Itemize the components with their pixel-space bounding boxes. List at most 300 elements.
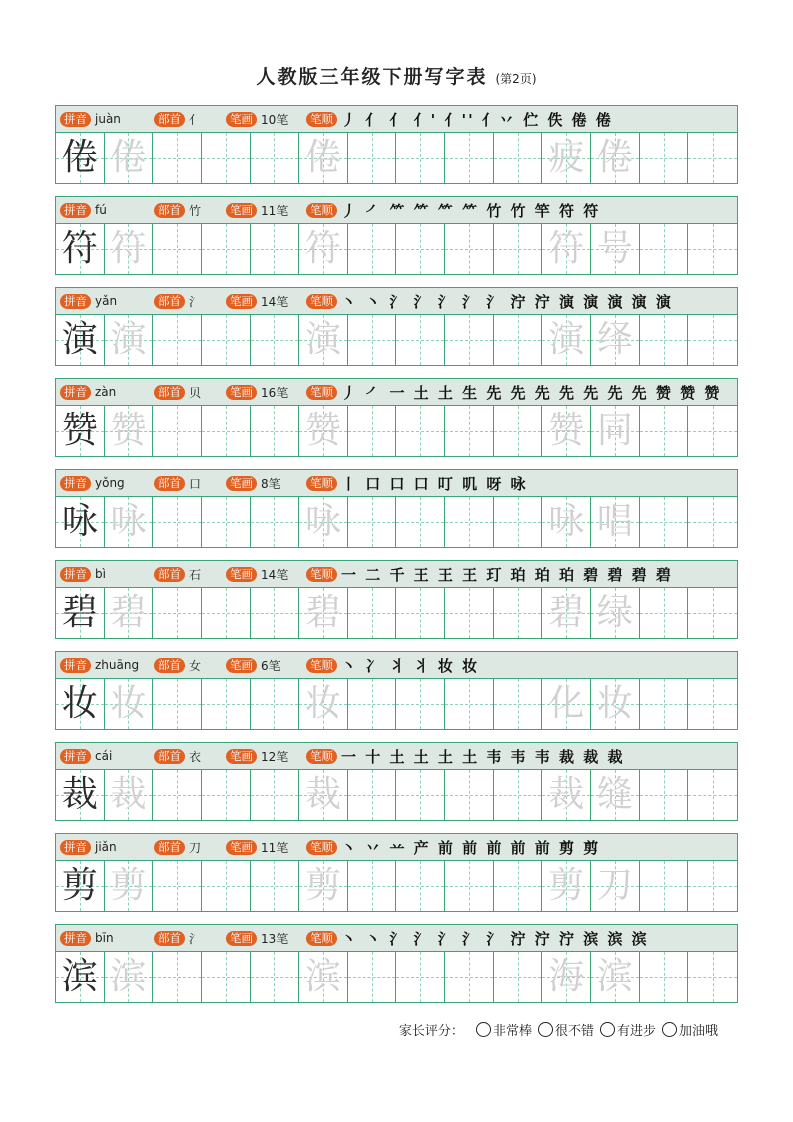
stroke-count-field-label: 笔画: [226, 931, 257, 946]
practice-cell: [299, 861, 348, 911]
practice-cell: [396, 770, 445, 820]
stroke-order-field-value: 丿 ㇒ 一 土 土 生 先 先 先 先 先 先 先 赞 赞 赞: [341, 383, 722, 402]
practice-cell: [640, 679, 689, 729]
stroke-count-field-value: 13笔: [261, 931, 289, 946]
writing-grid: [55, 406, 738, 457]
radical-field: [154, 475, 226, 492]
practice-cell: [251, 497, 300, 547]
character-block: [55, 287, 738, 366]
cell-character: 剪: [110, 865, 147, 906]
cell-character: 滨: [110, 956, 147, 997]
cell-character: 裁: [305, 774, 342, 815]
stroke-count-field: [226, 839, 306, 856]
practice-cell: [202, 133, 251, 183]
cell-character: 妆: [61, 683, 98, 724]
cell-character: 倦: [596, 137, 633, 178]
practice-cell: [299, 315, 348, 365]
practice-cell: [251, 770, 300, 820]
practice-cell: [396, 588, 445, 638]
pinyin-field-label: 拼音: [60, 567, 91, 582]
practice-cell: [591, 497, 640, 547]
radio-circle-icon[interactable]: [662, 1022, 677, 1037]
practice-cell: [445, 497, 494, 547]
practice-cell: [688, 588, 737, 638]
stroke-order-field-label: 笔顺: [306, 476, 337, 491]
cell-character: 妆: [110, 683, 147, 724]
practice-cell: [542, 679, 591, 729]
cell-character: 演: [305, 319, 342, 360]
pinyin-field: [56, 749, 154, 764]
practice-cell: [251, 315, 300, 365]
practice-cell: [153, 588, 202, 638]
character-block: [55, 742, 738, 821]
practice-cell: [688, 497, 737, 547]
radical-field-value: 氵: [189, 294, 202, 309]
cell-character: 碧: [548, 592, 585, 633]
stroke-order-field: [306, 200, 737, 221]
cell-character: 演: [61, 319, 98, 360]
stroke-order-field-label: 笔顺: [306, 749, 337, 764]
radical-field-value: 石: [189, 567, 202, 582]
stroke-order-field-label: 笔顺: [306, 112, 337, 127]
radical-field: [154, 111, 226, 128]
cell-character: 同: [596, 410, 633, 451]
radical-field-value: 口: [189, 476, 202, 491]
radical-field: [154, 566, 226, 583]
practice-cell: [251, 861, 300, 911]
character-block: [55, 378, 738, 457]
pinyin-field: [56, 385, 154, 400]
cell-character: 化: [548, 683, 585, 724]
practice-cell: [494, 588, 543, 638]
model-character-cell: [56, 952, 105, 1002]
practice-cell: [591, 406, 640, 456]
pinyin-field: [56, 658, 154, 673]
writing-grid: [55, 133, 738, 184]
practice-cell: [202, 588, 251, 638]
practice-cell: [153, 224, 202, 274]
stroke-order-field: [306, 291, 737, 312]
practice-cell: [153, 315, 202, 365]
practice-cell: [591, 315, 640, 365]
practice-cell: [688, 406, 737, 456]
practice-cell: [640, 770, 689, 820]
cell-character: 剪: [548, 865, 585, 906]
character-info-row: [55, 742, 738, 770]
practice-cell: [348, 770, 397, 820]
stroke-count-field-value: 14笔: [261, 294, 289, 309]
practice-cell: [445, 133, 494, 183]
practice-cell: [494, 406, 543, 456]
practice-cell: [591, 861, 640, 911]
character-info-row: [55, 105, 738, 133]
radical-field-label: 部首: [154, 749, 185, 764]
character-info-row: [55, 924, 738, 952]
radical-field: [154, 839, 226, 856]
practice-cell: [445, 679, 494, 729]
practice-cell: [105, 406, 154, 456]
practice-cell: [348, 133, 397, 183]
stroke-count-field-label: 笔画: [226, 203, 257, 218]
cell-character: 碧: [61, 592, 98, 633]
radio-circle-icon[interactable]: [600, 1022, 615, 1037]
radical-field-value: 亻: [189, 112, 202, 127]
writing-grid: [55, 861, 738, 912]
writing-grid: [55, 770, 738, 821]
stroke-order-field-label: 笔顺: [306, 840, 337, 855]
cell-character: 符: [548, 228, 585, 269]
cell-character: 滨: [596, 956, 633, 997]
stroke-order-field-value: 一 十 土 土 土 土 韦 韦 韦 裁 裁 裁: [341, 747, 625, 766]
practice-cell: [591, 224, 640, 274]
stroke-order-field-label: 笔顺: [306, 931, 337, 946]
practice-cell: [640, 952, 689, 1002]
practice-cell: [153, 952, 202, 1002]
pinyin-field-value: bì: [95, 567, 106, 581]
stroke-order-field-value: 一 二 千 王 王 王 玎 珀 珀 珀 碧 碧 碧 碧: [341, 565, 673, 584]
practice-cell: [640, 224, 689, 274]
practice-cell: [202, 315, 251, 365]
model-character-cell: [56, 224, 105, 274]
practice-cell: [299, 406, 348, 456]
stroke-count-field: [226, 384, 306, 401]
practice-cell: [202, 770, 251, 820]
practice-cell: [542, 315, 591, 365]
pinyin-field-value: yǒng: [95, 476, 125, 490]
writing-grid: [55, 497, 738, 548]
practice-cell: [105, 770, 154, 820]
practice-cell: [542, 861, 591, 911]
model-character-cell: [56, 588, 105, 638]
cell-character: 疲: [548, 137, 585, 178]
page-header: [0, 62, 793, 89]
pinyin-field-label: 拼音: [60, 294, 91, 309]
practice-cell: [251, 406, 300, 456]
pinyin-field-label: 拼音: [60, 385, 91, 400]
practice-cell: [396, 497, 445, 547]
rating-option-4[interactable]: [662, 1020, 718, 1039]
practice-cell: [640, 133, 689, 183]
practice-cell: [202, 952, 251, 1002]
practice-cell: [348, 497, 397, 547]
character-info-row: [55, 833, 738, 861]
stroke-count-field: [226, 930, 306, 947]
stroke-count-field: [226, 202, 306, 219]
radical-field-value: 衣: [189, 749, 202, 764]
practice-cell: [591, 588, 640, 638]
practice-cell: [299, 133, 348, 183]
practice-cell: [202, 224, 251, 274]
cell-character: 符: [61, 228, 98, 269]
pinyin-field: [56, 294, 154, 309]
practice-cell: [105, 861, 154, 911]
radical-field-label: 部首: [154, 476, 185, 491]
stroke-count-field-label: 笔画: [226, 112, 257, 127]
cell-character: 赞: [548, 410, 585, 451]
practice-cell: [153, 679, 202, 729]
radical-field-label: 部首: [154, 567, 185, 582]
stroke-count-field-value: 10笔: [261, 112, 289, 127]
rating-option-label: 有进步: [616, 1024, 656, 1039]
practice-cell: [445, 406, 494, 456]
model-character-cell: [56, 406, 105, 456]
practice-cell: [105, 224, 154, 274]
stroke-count-field: [226, 657, 306, 674]
stroke-order-field: [306, 382, 737, 403]
stroke-count-field-value: 16笔: [261, 385, 289, 400]
writing-grid: [55, 588, 738, 639]
cell-character: 绎: [596, 319, 633, 360]
model-character-cell: [56, 861, 105, 911]
practice-cell: [494, 497, 543, 547]
page-subtitle: (第2页): [495, 72, 537, 86]
pinyin-field: [56, 476, 154, 491]
practice-cell: [348, 224, 397, 274]
character-info-row: [55, 560, 738, 588]
radio-circle-icon[interactable]: [476, 1022, 491, 1037]
pinyin-field-value: jiǎn: [95, 840, 117, 854]
practice-cell: [105, 952, 154, 1002]
cell-character: 碧: [305, 592, 342, 633]
practice-cell: [396, 133, 445, 183]
page-title: 人教版三年级下册写字表: [256, 66, 488, 88]
practice-cell: [591, 679, 640, 729]
radical-field-label: 部首: [154, 294, 185, 309]
cell-character: 剪: [305, 865, 342, 906]
model-character-cell: [56, 315, 105, 365]
radical-field-value: 刀: [189, 840, 202, 855]
stroke-count-field-value: 12笔: [261, 749, 289, 764]
character-block: [55, 105, 738, 184]
stroke-count-field-label: 笔画: [226, 567, 257, 582]
rating-option-2[interactable]: [538, 1020, 594, 1039]
practice-cell: [153, 133, 202, 183]
practice-cell: [153, 770, 202, 820]
stroke-order-field-value: 丿 亻 亻 亻' 亻'' 亻丷 伫 佚 倦 倦: [341, 110, 613, 129]
stroke-count-field: [226, 111, 306, 128]
practice-cell: [640, 861, 689, 911]
stroke-order-field-value: 丨 口 口 口 叮 叽 呀 咏: [341, 474, 528, 493]
character-info-row: [55, 196, 738, 224]
practice-cell: [348, 861, 397, 911]
radio-circle-icon[interactable]: [538, 1022, 553, 1037]
model-character-cell: [56, 679, 105, 729]
radical-field: [154, 293, 226, 310]
cell-character: 缝: [596, 774, 633, 815]
stroke-count-field-label: 笔画: [226, 294, 257, 309]
practice-cell: [591, 133, 640, 183]
writing-grid: [55, 679, 738, 730]
radical-field: [154, 748, 226, 765]
stroke-order-field-value: 丶 冫 丬 丬 妆 妆: [341, 656, 480, 675]
pinyin-field-label: 拼音: [60, 749, 91, 764]
cell-character: 演: [548, 319, 585, 360]
writing-grid: [55, 315, 738, 366]
pinyin-field-value: juàn: [95, 112, 121, 126]
practice-cell: [202, 497, 251, 547]
practice-cell: [251, 588, 300, 638]
practice-cell: [348, 588, 397, 638]
practice-cell: [494, 133, 543, 183]
practice-cell: [591, 770, 640, 820]
pinyin-field-label: 拼音: [60, 931, 91, 946]
stroke-order-field: [306, 746, 737, 767]
writing-grid: [55, 224, 738, 275]
pinyin-field: [56, 567, 154, 582]
stroke-count-field: [226, 748, 306, 765]
practice-cell: [542, 952, 591, 1002]
cell-character: 号: [596, 228, 633, 269]
parent-rating: [399, 1020, 718, 1039]
practice-cell: [688, 133, 737, 183]
practice-cell: [542, 224, 591, 274]
cell-character: 赞: [305, 410, 342, 451]
practice-cell: [542, 770, 591, 820]
stroke-count-field-label: 笔画: [226, 385, 257, 400]
character-block: [55, 196, 738, 275]
cell-character: 倦: [110, 137, 147, 178]
stroke-order-field: [306, 109, 737, 130]
practice-cell: [688, 679, 737, 729]
pinyin-field-value: cái: [95, 749, 113, 763]
character-list: [55, 105, 738, 1015]
radical-field: [154, 930, 226, 947]
practice-cell: [202, 679, 251, 729]
practice-cell: [445, 861, 494, 911]
practice-cell: [153, 861, 202, 911]
cell-character: 裁: [548, 774, 585, 815]
pinyin-field: [56, 112, 154, 127]
radical-field: [154, 202, 226, 219]
stroke-order-field: [306, 837, 737, 858]
practice-cell: [396, 861, 445, 911]
radical-field-value: 竹: [189, 203, 202, 218]
rating-option-1[interactable]: [476, 1020, 532, 1039]
rating-option-label: 加油哦: [678, 1024, 718, 1039]
pinyin-field: [56, 931, 154, 946]
pinyin-field-value: fú: [95, 203, 107, 217]
stroke-order-field: [306, 473, 737, 494]
pinyin-field-value: zhuāng: [95, 658, 140, 672]
practice-cell: [299, 588, 348, 638]
rating-label: 家长评分：: [398, 1024, 464, 1039]
stroke-count-field: [226, 566, 306, 583]
practice-cell: [251, 224, 300, 274]
character-info-row: [55, 651, 738, 679]
stroke-order-field-label: 笔顺: [306, 203, 337, 218]
character-block: [55, 560, 738, 639]
practice-cell: [640, 497, 689, 547]
character-info-row: [55, 287, 738, 315]
practice-cell: [299, 224, 348, 274]
practice-cell: [640, 315, 689, 365]
practice-cell: [494, 315, 543, 365]
practice-cell: [494, 952, 543, 1002]
cell-character: 海: [548, 956, 585, 997]
pinyin-field-value: yǎn: [95, 294, 118, 308]
model-character-cell: [56, 770, 105, 820]
practice-cell: [396, 679, 445, 729]
practice-cell: [688, 952, 737, 1002]
radical-field: [154, 657, 226, 674]
stroke-count-field-value: 11笔: [261, 203, 289, 218]
pinyin-field-label: 拼音: [60, 658, 91, 673]
character-block: [55, 651, 738, 730]
practice-cell: [591, 952, 640, 1002]
radical-field-value: 女: [189, 658, 202, 673]
pinyin-field-label: 拼音: [60, 476, 91, 491]
practice-cell: [640, 406, 689, 456]
practice-cell: [105, 679, 154, 729]
practice-cell: [445, 952, 494, 1002]
rating-option-label: 很不错: [554, 1024, 594, 1039]
radical-field-label: 部首: [154, 385, 185, 400]
practice-cell: [445, 315, 494, 365]
practice-cell: [348, 679, 397, 729]
pinyin-field-label: 拼音: [60, 203, 91, 218]
stroke-count-field-label: 笔画: [226, 749, 257, 764]
stroke-order-field-label: 笔顺: [306, 294, 337, 309]
cell-character: 演: [110, 319, 147, 360]
cell-character: 刀: [596, 865, 633, 906]
stroke-order-field: [306, 655, 737, 676]
cell-character: 咏: [61, 501, 98, 542]
stroke-order-field-label: 笔顺: [306, 567, 337, 582]
stroke-count-field-value: 14笔: [261, 567, 289, 582]
cell-character: 裁: [61, 774, 98, 815]
practice-cell: [348, 406, 397, 456]
practice-cell: [202, 861, 251, 911]
radical-field-label: 部首: [154, 112, 185, 127]
cell-character: 裁: [110, 774, 147, 815]
rating-option-3[interactable]: [600, 1020, 656, 1039]
stroke-order-field-label: 笔顺: [306, 658, 337, 673]
character-block: [55, 833, 738, 912]
character-block: [55, 924, 738, 1003]
stroke-count-field-value: 8笔: [261, 476, 281, 491]
cell-character: 妆: [596, 683, 633, 724]
stroke-order-field: [306, 928, 737, 949]
practice-cell: [688, 224, 737, 274]
character-info-row: [55, 378, 738, 406]
pinyin-field-value: bīn: [95, 931, 114, 945]
pinyin-field-label: 拼音: [60, 840, 91, 855]
radical-field-label: 部首: [154, 931, 185, 946]
practice-cell: [445, 224, 494, 274]
cell-character: 碧: [110, 592, 147, 633]
practice-cell: [153, 406, 202, 456]
practice-cell: [299, 770, 348, 820]
practice-cell: [542, 588, 591, 638]
rating-option-label: 非常棒: [492, 1024, 532, 1039]
radical-field-label: 部首: [154, 840, 185, 855]
radical-field-value: 贝: [189, 385, 202, 400]
stroke-order-field-value: 丶 丶 氵 氵 氵 氵 氵 泞 泞 演 演 演 演 演: [341, 292, 673, 311]
cell-character: 滨: [61, 956, 98, 997]
practice-cell: [396, 224, 445, 274]
radical-field: [154, 384, 226, 401]
stroke-count-field: [226, 475, 306, 492]
practice-cell: [202, 406, 251, 456]
practice-cell: [348, 315, 397, 365]
cell-character: 唱: [596, 501, 633, 542]
stroke-order-field-value: 丿 ㇒ ⺮ ⺮ ⺮ ⺮ 竹 竹 竿 符 符: [341, 201, 601, 220]
practice-cell: [688, 315, 737, 365]
pinyin-field-label: 拼音: [60, 112, 91, 127]
stroke-count-field-label: 笔画: [226, 840, 257, 855]
practice-cell: [396, 406, 445, 456]
cell-character: 滨: [305, 956, 342, 997]
